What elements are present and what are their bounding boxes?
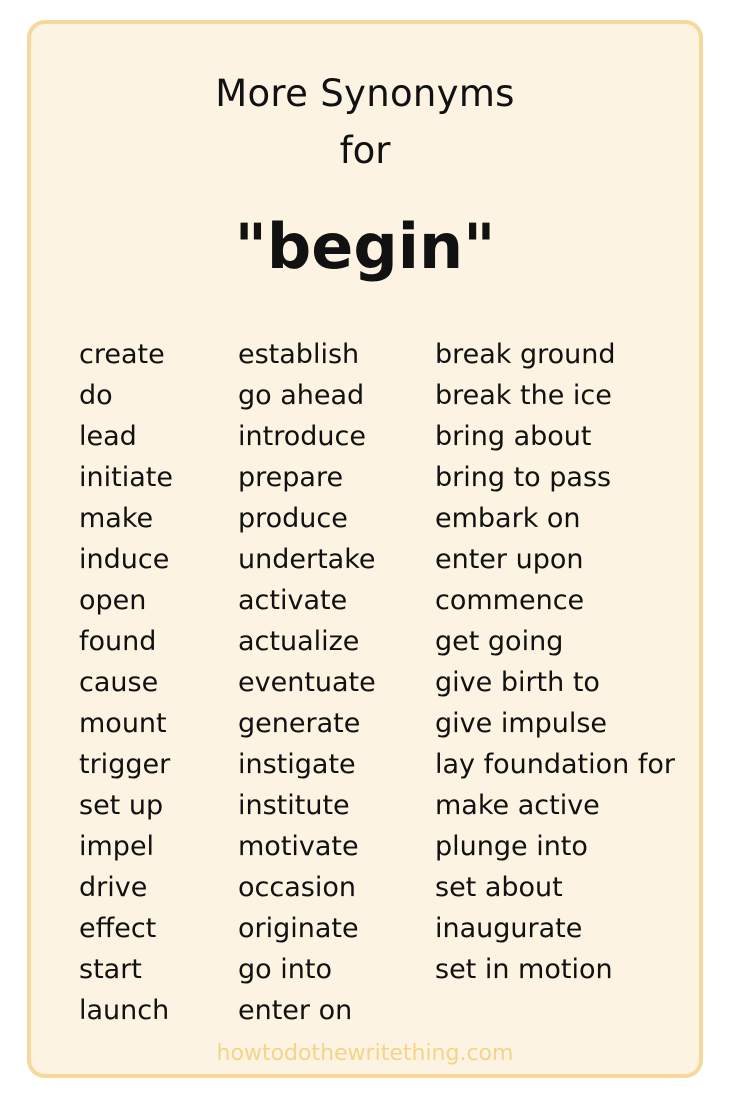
synonym-item: set in motion	[435, 954, 613, 985]
synonym-item: induce	[79, 544, 170, 575]
synonym-item: give impulse	[435, 708, 608, 739]
synonym-item: undertake	[238, 544, 376, 575]
synonym-item: produce	[238, 503, 348, 534]
synonym-item: set about	[435, 872, 563, 903]
synonym-item: effect	[79, 913, 157, 944]
website-footer: howtodothewritething.com	[216, 1041, 514, 1066]
synonym-item: go ahead	[238, 380, 365, 411]
synonym-item: generate	[238, 708, 361, 739]
synonym-item: make active	[435, 790, 600, 821]
synonym-item: drive	[79, 872, 148, 903]
synonym-item: prepare	[238, 462, 344, 493]
synonym-column-2	[238, 334, 376, 1031]
synonym-item: mount	[79, 708, 167, 739]
synonym-item: break the ice	[435, 380, 612, 411]
synonym-item: commence	[435, 585, 585, 616]
headword: "begin"	[234, 210, 496, 283]
synonym-column-1	[79, 334, 173, 1031]
synonym-item: cause	[79, 667, 159, 698]
synonym-item: get going	[435, 626, 564, 657]
synonym-item: lay foundation for	[435, 749, 675, 780]
synonym-item: establish	[238, 339, 360, 370]
synonym-item: bring about	[435, 421, 592, 452]
synonym-item: activate	[238, 585, 348, 616]
synonym-item: bring to pass	[435, 462, 612, 493]
synonym-item: actualize	[238, 626, 360, 657]
synonym-item: break ground	[435, 339, 616, 370]
synonym-item: give birth to	[435, 667, 600, 698]
synonym-item: enter on	[238, 995, 353, 1026]
synonym-item: launch	[79, 995, 170, 1026]
synonym-item: institute	[238, 790, 350, 821]
page-title: More Synonyms	[215, 72, 515, 115]
synonym-item: set up	[79, 790, 164, 821]
synonym-item: make	[79, 503, 154, 534]
synonym-item: inaugurate	[435, 913, 583, 944]
synonym-item: eventuate	[238, 667, 376, 698]
synonym-column-3	[435, 334, 675, 990]
synonym-item: introduce	[238, 421, 366, 452]
synonym-item: instigate	[238, 749, 356, 780]
synonym-item: plunge into	[435, 831, 588, 862]
synonym-item: initiate	[79, 462, 173, 493]
synonym-item: open	[79, 585, 147, 616]
synonym-item: embark on	[435, 503, 581, 534]
synonym-item: trigger	[79, 749, 171, 780]
synonym-card	[27, 20, 703, 1078]
synonym-item: lead	[79, 421, 137, 452]
synonym-item: originate	[238, 913, 359, 944]
synonym-item: go into	[238, 954, 332, 985]
synonym-item: create	[79, 339, 165, 370]
synonym-item: found	[79, 626, 157, 657]
synonym-item: start	[79, 954, 142, 985]
synonym-item: occasion	[238, 872, 356, 903]
synonym-item: impel	[79, 831, 155, 862]
page-title-for: for	[339, 129, 391, 172]
synonym-item: enter upon	[435, 544, 584, 575]
synonym-item: motivate	[238, 831, 359, 862]
synonym-item: do	[79, 380, 113, 411]
